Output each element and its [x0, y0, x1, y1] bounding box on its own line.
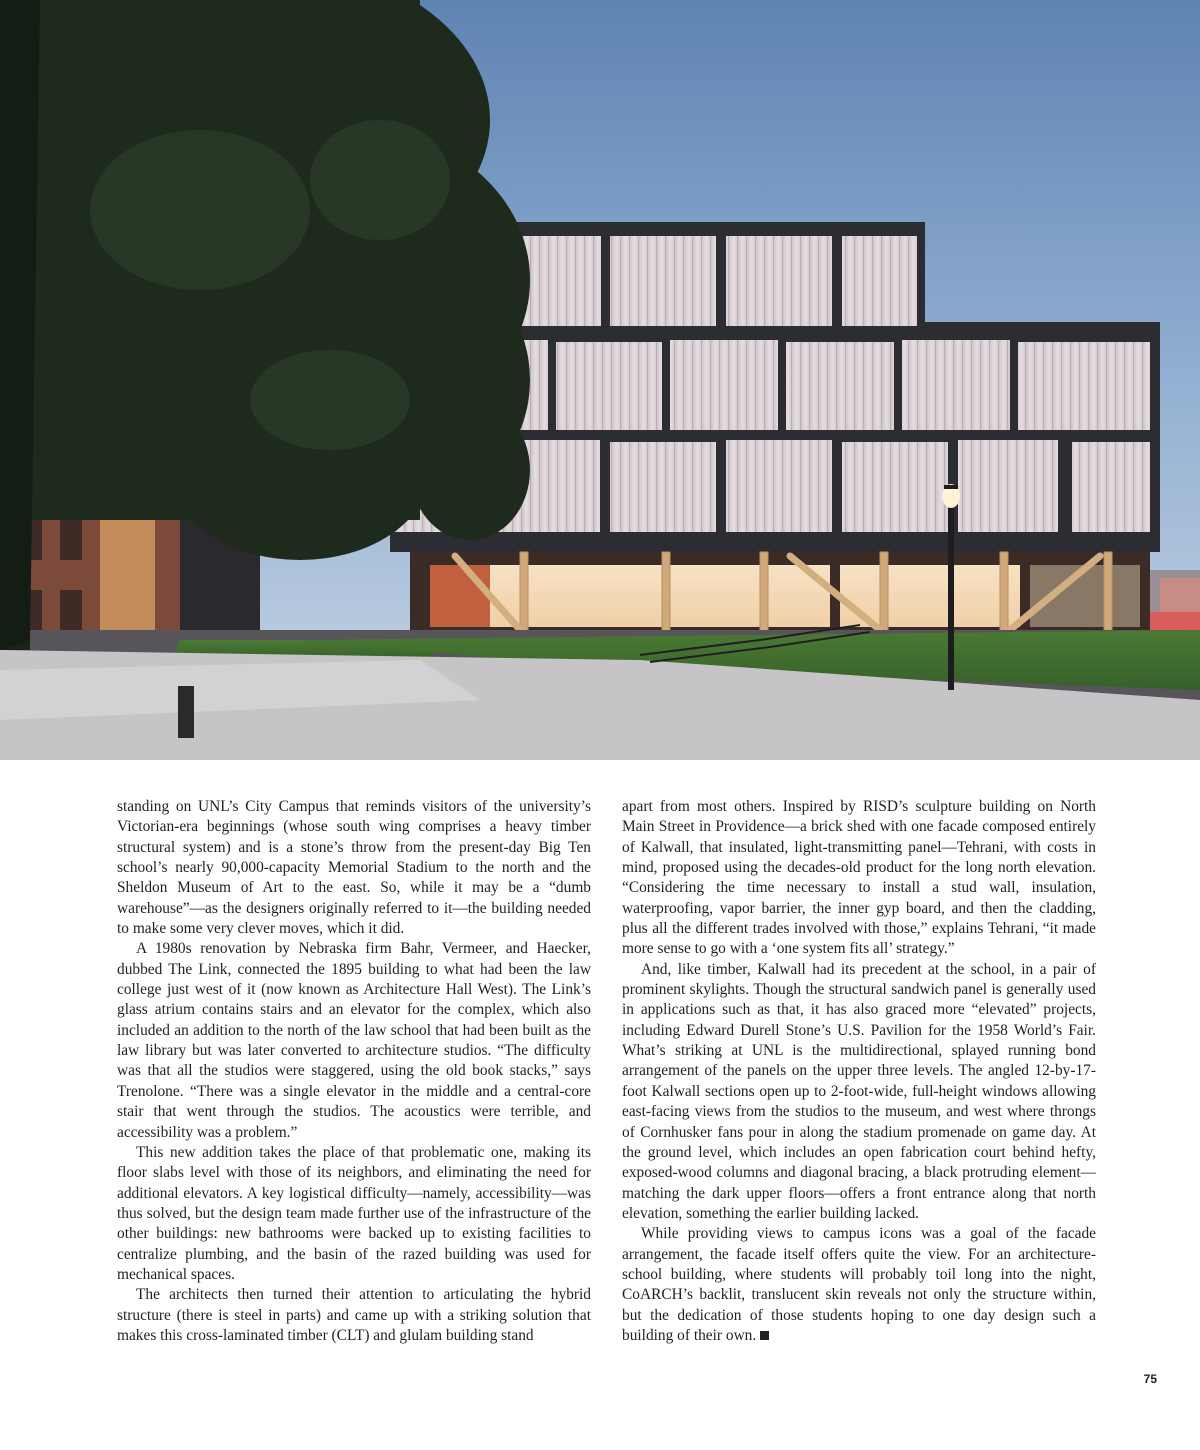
paragraph-final-text: While providing views to campus icons was a goal of the facade arrangement, the facade itself offers quite the view. For an architecture-school building, where students will probably toil long into the night, CoARCH’s backlit, translucent skin reveals not only the structure within, but the dedication of those students hoping to one day design such a building of their own. — [622, 1225, 1096, 1344]
paragraph-final — [622, 1224, 1096, 1346]
paragraph: apart from most others. Inspired by RISD’s sculpture building on North Main Street in Providence—a brick shed with one facade composed entirely of Kalwall, that insulated, light-transmitting panel—Tehrani, with costs in mind, proposed using the decades-old product for the long north elevation. “Considering the time necessary to install a stud wall, insulation, waterproofing, vapor barrier, the inner gyp board, and then the cladding, plus all the different trades involved with those,” explains Tehrani, “it made more sense to go with a ‘one system fits all’ strategy.” — [622, 798, 1096, 958]
article-column-left — [117, 797, 591, 1346]
paragraph: And, like timber, Kalwall had its precedent at the school, in a pair of prominent skylights. Though the structural sandwich panel is generally used in applications such as that, it has also graced more “elevated” projects, including Edward Durell Stone’s U.S. Pavilion for the 1958 World’s Fair. What’s striking at UNL is the multidirectional, splayed running bond arrangement of the panels on the upper three levels. The angled 12-by-17-foot Kalwall sections open up to 2-foot-wide, full-height windows allowing east-facing views from the studios to the museum, and west where throngs of Cornhusker fans pour in along the stadium promenade on game day. At the ground level, which includes an open fabrication court behind hefty, exposed-wood columns and diagonal bracing, a black protruding element—matching the dark upper floors—offers a front entrance along that north elevation, something the earlier building lacked. — [622, 960, 1096, 1222]
paragraph: standing on UNL’s City Campus that reminds visitors of the university’s Victorian-era beginnings (whose south wing comprises a heavy timber structural system) and is a stone’s throw from the present-day Big Ten school’s nearly 90,000-capacity Memorial Stadium to the north and the Sheldon Museum of Art to the east. So, while it may be a “dumb warehouse”—as the designers originally referred to it—the building needed to make some very clever moves, which it did. — [117, 798, 591, 938]
paragraph: This new addition takes the place of that problematic one, making its floor slabs level with those of its neighbors, and eliminating the need for additional elevators. A key logistical difficulty—namely, accessibility—was thus solved, but the design team made further use of the infrastructure of the other buildings: new bathrooms were backed up to existing facilities to centralize plumbing, and the basin of the razed building was used for mechanical spaces. — [117, 1143, 591, 1283]
paragraph: The architects then turned their attention to articulating the hybrid structure (there is steel in parts) and came up with a striking solution that makes this cross-laminated timber (CLT) and glulam building stand — [117, 1286, 591, 1344]
page-number: 75 — [1143, 1372, 1157, 1386]
article-column-right — [622, 797, 1096, 1346]
end-mark-icon — [760, 1331, 769, 1340]
paragraph: A 1980s renovation by Nebraska firm Bahr, Vermeer, and Haecker, dubbed The Link, connected the 1895 building to what had been the law college just west of it (now known as Architecture Hall West). The Link’s glass atrium contains stairs and an elevator for the complex, which also included an addition to the north of the law school that had been built as the law library but was later converted to architecture studios. “The difficulty was that all the studios were staggered, using the old book stacks,” says Trenolone. “There was a single elevator in the middle and a central-core stair that went through the studios. The acoustics were terrible, and accessibility was a problem.” — [117, 940, 591, 1141]
